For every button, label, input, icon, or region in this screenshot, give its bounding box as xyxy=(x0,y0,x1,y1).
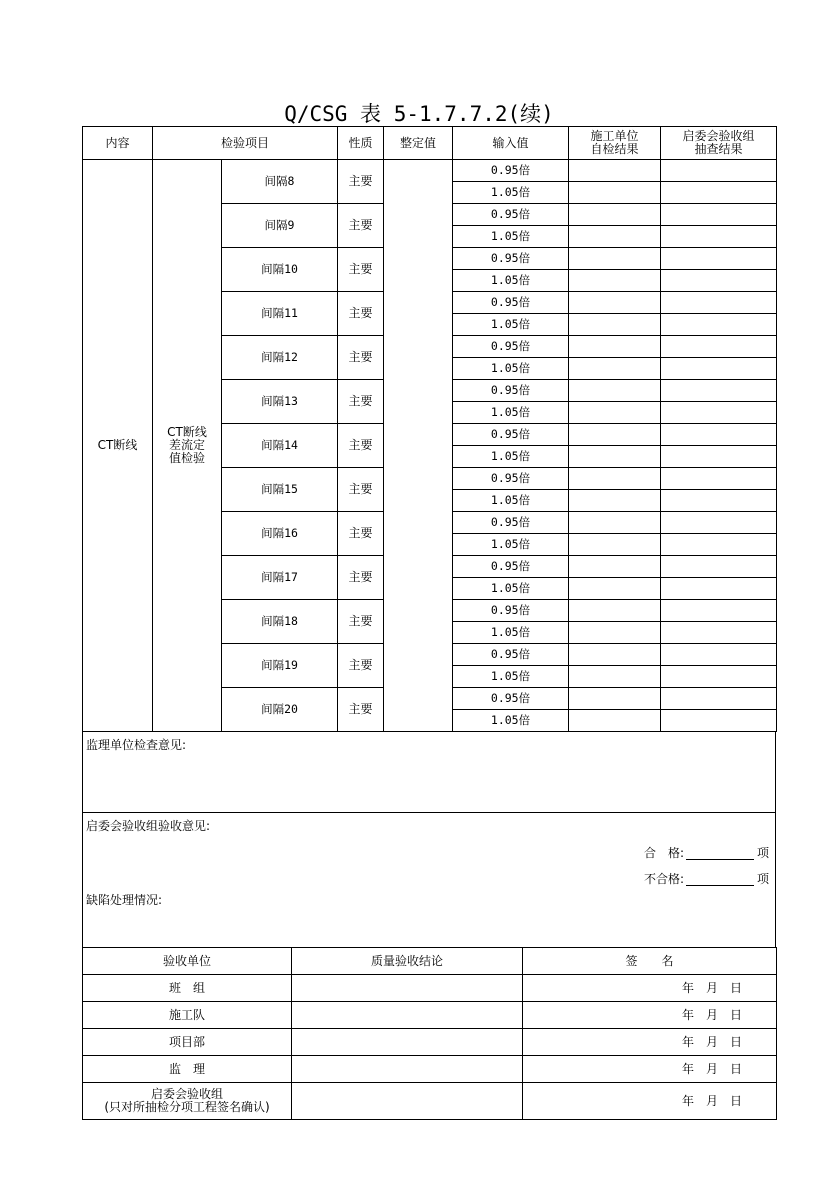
committee-check-result-cell[interactable] xyxy=(661,402,777,424)
input-value-cell: 0.95倍 xyxy=(453,292,569,314)
input-value-cell: 0.95倍 xyxy=(453,512,569,534)
interval-name: 间隔15 xyxy=(222,468,338,512)
input-value-cell: 0.95倍 xyxy=(453,600,569,622)
self-check-result-cell[interactable] xyxy=(569,534,661,556)
self-check-result-cell[interactable] xyxy=(569,468,661,490)
interval-name: 间隔10 xyxy=(222,248,338,292)
committee-check-result-cell[interactable] xyxy=(661,556,777,578)
self-check-result-cell[interactable] xyxy=(569,666,661,688)
input-value-cell: 1.05倍 xyxy=(453,314,569,336)
inspection-table xyxy=(82,126,777,732)
self-check-result-cell[interactable] xyxy=(569,270,661,292)
input-value-cell: 1.05倍 xyxy=(453,402,569,424)
input-value-cell: 0.95倍 xyxy=(453,204,569,226)
header-content: 内容 xyxy=(83,127,153,160)
committee-check-result-cell[interactable] xyxy=(661,270,777,292)
interval-name: 间隔16 xyxy=(222,512,338,556)
self-check-result-cell[interactable] xyxy=(569,204,661,226)
committee-check-result-cell[interactable] xyxy=(661,490,777,512)
item-group-line1: CT断线 xyxy=(167,425,207,439)
header-row xyxy=(83,127,777,160)
input-value-cell: 0.95倍 xyxy=(453,556,569,578)
header-self-check xyxy=(569,127,661,160)
self-check-result-cell[interactable] xyxy=(569,600,661,622)
quality-conclusion-cell[interactable] xyxy=(292,1002,523,1029)
self-check-result-cell[interactable] xyxy=(569,182,661,204)
committee-check-result-cell[interactable] xyxy=(661,710,777,732)
quality-conclusion-cell[interactable] xyxy=(292,1083,523,1120)
input-value-cell: 0.95倍 xyxy=(453,336,569,358)
input-value-cell: 0.95倍 xyxy=(453,644,569,666)
remarks-table xyxy=(82,731,776,948)
signature-header-row xyxy=(83,948,777,975)
input-value-cell: 1.05倍 xyxy=(453,490,569,512)
self-check-result-cell[interactable] xyxy=(569,446,661,468)
self-check-result-cell[interactable] xyxy=(569,424,661,446)
interval-name: 间隔13 xyxy=(222,380,338,424)
sign-header-unit: 验收单位 xyxy=(83,948,292,975)
fail-count-line xyxy=(83,873,775,886)
self-check-result-cell[interactable] xyxy=(569,314,661,336)
header-input-value: 输入值 xyxy=(453,127,569,160)
quality-conclusion-cell[interactable] xyxy=(292,1056,523,1083)
nature-cell: 主要 xyxy=(338,160,384,204)
header-committee-check xyxy=(661,127,777,160)
signature-row xyxy=(83,1029,777,1056)
sign-header-signature: 签 名 xyxy=(523,948,777,975)
nature-cell: 主要 xyxy=(338,512,384,556)
quality-conclusion-cell[interactable] xyxy=(292,975,523,1002)
nature-cell: 主要 xyxy=(338,468,384,512)
input-value-cell: 1.05倍 xyxy=(453,578,569,600)
nature-cell: 主要 xyxy=(338,336,384,380)
nature-cell: 主要 xyxy=(338,204,384,248)
sign-unit: 项目部 xyxy=(83,1029,292,1056)
interval-name: 间隔18 xyxy=(222,600,338,644)
interval-name: 间隔12 xyxy=(222,336,338,380)
input-value-cell: 1.05倍 xyxy=(453,534,569,556)
signature-date-cell[interactable]: 年 月 日 xyxy=(523,1056,777,1083)
interval-name: 间隔19 xyxy=(222,644,338,688)
header-self-check-line2: 自检结果 xyxy=(590,142,639,156)
fail-count-field[interactable] xyxy=(686,873,754,886)
committee-opinion-cell[interactable] xyxy=(83,813,776,948)
committee-check-result-cell[interactable] xyxy=(661,644,777,666)
self-check-result-cell[interactable] xyxy=(569,556,661,578)
signature-row xyxy=(83,1083,777,1120)
nature-cell: 主要 xyxy=(338,556,384,600)
input-value-cell: 0.95倍 xyxy=(453,424,569,446)
nature-cell: 主要 xyxy=(338,644,384,688)
self-check-result-cell[interactable] xyxy=(569,226,661,248)
header-committee-check-line2: 抽查结果 xyxy=(694,142,743,156)
header-nature: 性质 xyxy=(338,127,384,160)
header-setting-value: 整定值 xyxy=(384,127,453,160)
signature-date-cell[interactable]: 年 月 日 xyxy=(523,1083,777,1120)
item-group-line3: 值检验 xyxy=(168,451,205,465)
self-check-result-cell[interactable] xyxy=(569,490,661,512)
committee-check-result-cell[interactable] xyxy=(661,226,777,248)
interval-name: 间隔20 xyxy=(222,688,338,732)
committee-check-result-cell[interactable] xyxy=(661,578,777,600)
committee-check-result-cell[interactable] xyxy=(661,358,777,380)
committee-check-result-cell[interactable] xyxy=(661,468,777,490)
self-check-result-cell[interactable] xyxy=(569,622,661,644)
committee-check-result-cell[interactable] xyxy=(661,182,777,204)
setting-value-cell[interactable] xyxy=(384,160,453,732)
header-committee-check-line1: 启委会验收组 xyxy=(682,129,755,143)
defect-handling-label: 缺陷处理情况: xyxy=(86,893,163,907)
self-check-result-cell[interactable] xyxy=(569,688,661,710)
committee-opinion-label: 启委会验收组验收意见: xyxy=(86,819,211,833)
committee-check-result-cell[interactable] xyxy=(661,688,777,710)
input-value-cell: 1.05倍 xyxy=(453,666,569,688)
input-value-cell: 0.95倍 xyxy=(453,380,569,402)
committee-check-result-cell[interactable] xyxy=(661,512,777,534)
item-group-line2: 差流定 xyxy=(168,438,205,452)
fail-label: 不合格: xyxy=(643,872,684,886)
self-check-result-cell[interactable] xyxy=(569,512,661,534)
interval-name: 间隔8 xyxy=(222,160,338,204)
input-value-cell: 1.05倍 xyxy=(453,182,569,204)
committee-check-result-cell[interactable] xyxy=(661,314,777,336)
committee-check-result-cell[interactable] xyxy=(661,622,777,644)
sign-unit-committee xyxy=(83,1083,292,1120)
self-check-result-cell[interactable] xyxy=(569,380,661,402)
fail-unit: 项 xyxy=(756,872,769,886)
pass-unit: 项 xyxy=(756,846,769,860)
signature-date-cell[interactable]: 年 月 日 xyxy=(523,1029,777,1056)
self-check-result-cell[interactable] xyxy=(569,402,661,424)
input-value-cell: 0.95倍 xyxy=(453,688,569,710)
sign-unit: 监 理 xyxy=(83,1056,292,1083)
self-check-result-cell[interactable] xyxy=(569,644,661,666)
self-check-result-cell[interactable] xyxy=(569,248,661,270)
self-check-result-cell[interactable] xyxy=(569,160,661,182)
self-check-result-cell[interactable] xyxy=(569,358,661,380)
header-inspection-item: 检验项目 xyxy=(153,127,338,160)
committee-check-result-cell[interactable] xyxy=(661,380,777,402)
sign-unit-committee-line2: (只对所抽检分项工程签名确认) xyxy=(104,1100,270,1114)
signature-date-cell[interactable]: 年 月 日 xyxy=(523,975,777,1002)
input-value-cell: 1.05倍 xyxy=(453,710,569,732)
supervisor-opinion-cell[interactable] xyxy=(83,732,776,813)
input-value-cell: 1.05倍 xyxy=(453,358,569,380)
nature-cell: 主要 xyxy=(338,688,384,732)
committee-check-result-cell[interactable] xyxy=(661,248,777,270)
self-check-result-cell[interactable] xyxy=(569,710,661,732)
nature-cell: 主要 xyxy=(338,380,384,424)
signature-row xyxy=(83,1002,777,1029)
interval-name: 间隔14 xyxy=(222,424,338,468)
sign-unit: 施工队 xyxy=(83,1002,292,1029)
committee-check-result-cell[interactable] xyxy=(661,292,777,314)
input-value-cell: 1.05倍 xyxy=(453,622,569,644)
committee-check-result-cell[interactable] xyxy=(661,424,777,446)
interval-name: 间隔11 xyxy=(222,292,338,336)
nature-cell: 主要 xyxy=(338,248,384,292)
input-value-cell: 1.05倍 xyxy=(453,270,569,292)
content-cell: CT断线 xyxy=(83,160,153,732)
committee-check-result-cell[interactable] xyxy=(661,600,777,622)
committee-check-result-cell[interactable] xyxy=(661,160,777,182)
input-value-cell: 1.05倍 xyxy=(453,446,569,468)
signature-table xyxy=(82,947,777,1120)
input-value-cell: 0.95倍 xyxy=(453,248,569,270)
self-check-result-cell[interactable] xyxy=(569,578,661,600)
nature-cell: 主要 xyxy=(338,292,384,336)
sign-header-conclusion: 质量验收结论 xyxy=(292,948,523,975)
pass-count-field[interactable] xyxy=(686,847,754,860)
committee-check-result-cell[interactable] xyxy=(661,336,777,358)
supervisor-opinion-label: 监理单位检查意见: xyxy=(86,738,187,752)
signature-row xyxy=(83,975,777,1002)
input-value-cell: 0.95倍 xyxy=(453,160,569,182)
input-value-cell: 0.95倍 xyxy=(453,468,569,490)
item-group-cell xyxy=(153,160,222,732)
form-title: Q/CSG 表 5-1.7.7.2(续) xyxy=(284,102,554,126)
sign-unit: 班 组 xyxy=(83,975,292,1002)
interval-name: 间隔9 xyxy=(222,204,338,248)
nature-cell: 主要 xyxy=(338,424,384,468)
quality-conclusion-cell[interactable] xyxy=(292,1029,523,1056)
committee-check-result-cell[interactable] xyxy=(661,666,777,688)
nature-cell: 主要 xyxy=(338,600,384,644)
table-row xyxy=(83,160,777,182)
interval-name: 间隔17 xyxy=(222,556,338,600)
self-check-result-cell[interactable] xyxy=(569,336,661,358)
committee-check-result-cell[interactable] xyxy=(661,534,777,556)
committee-check-result-cell[interactable] xyxy=(661,204,777,226)
pass-count-line xyxy=(83,847,775,860)
header-self-check-line1: 施工单位 xyxy=(590,129,639,143)
signature-row xyxy=(83,1056,777,1083)
input-value-cell: 1.05倍 xyxy=(453,226,569,248)
pass-label: 合 格: xyxy=(643,846,684,860)
committee-check-result-cell[interactable] xyxy=(661,446,777,468)
sign-unit-committee-line1: 启委会验收组 xyxy=(150,1087,223,1101)
self-check-result-cell[interactable] xyxy=(569,292,661,314)
signature-date-cell[interactable]: 年 月 日 xyxy=(523,1002,777,1029)
